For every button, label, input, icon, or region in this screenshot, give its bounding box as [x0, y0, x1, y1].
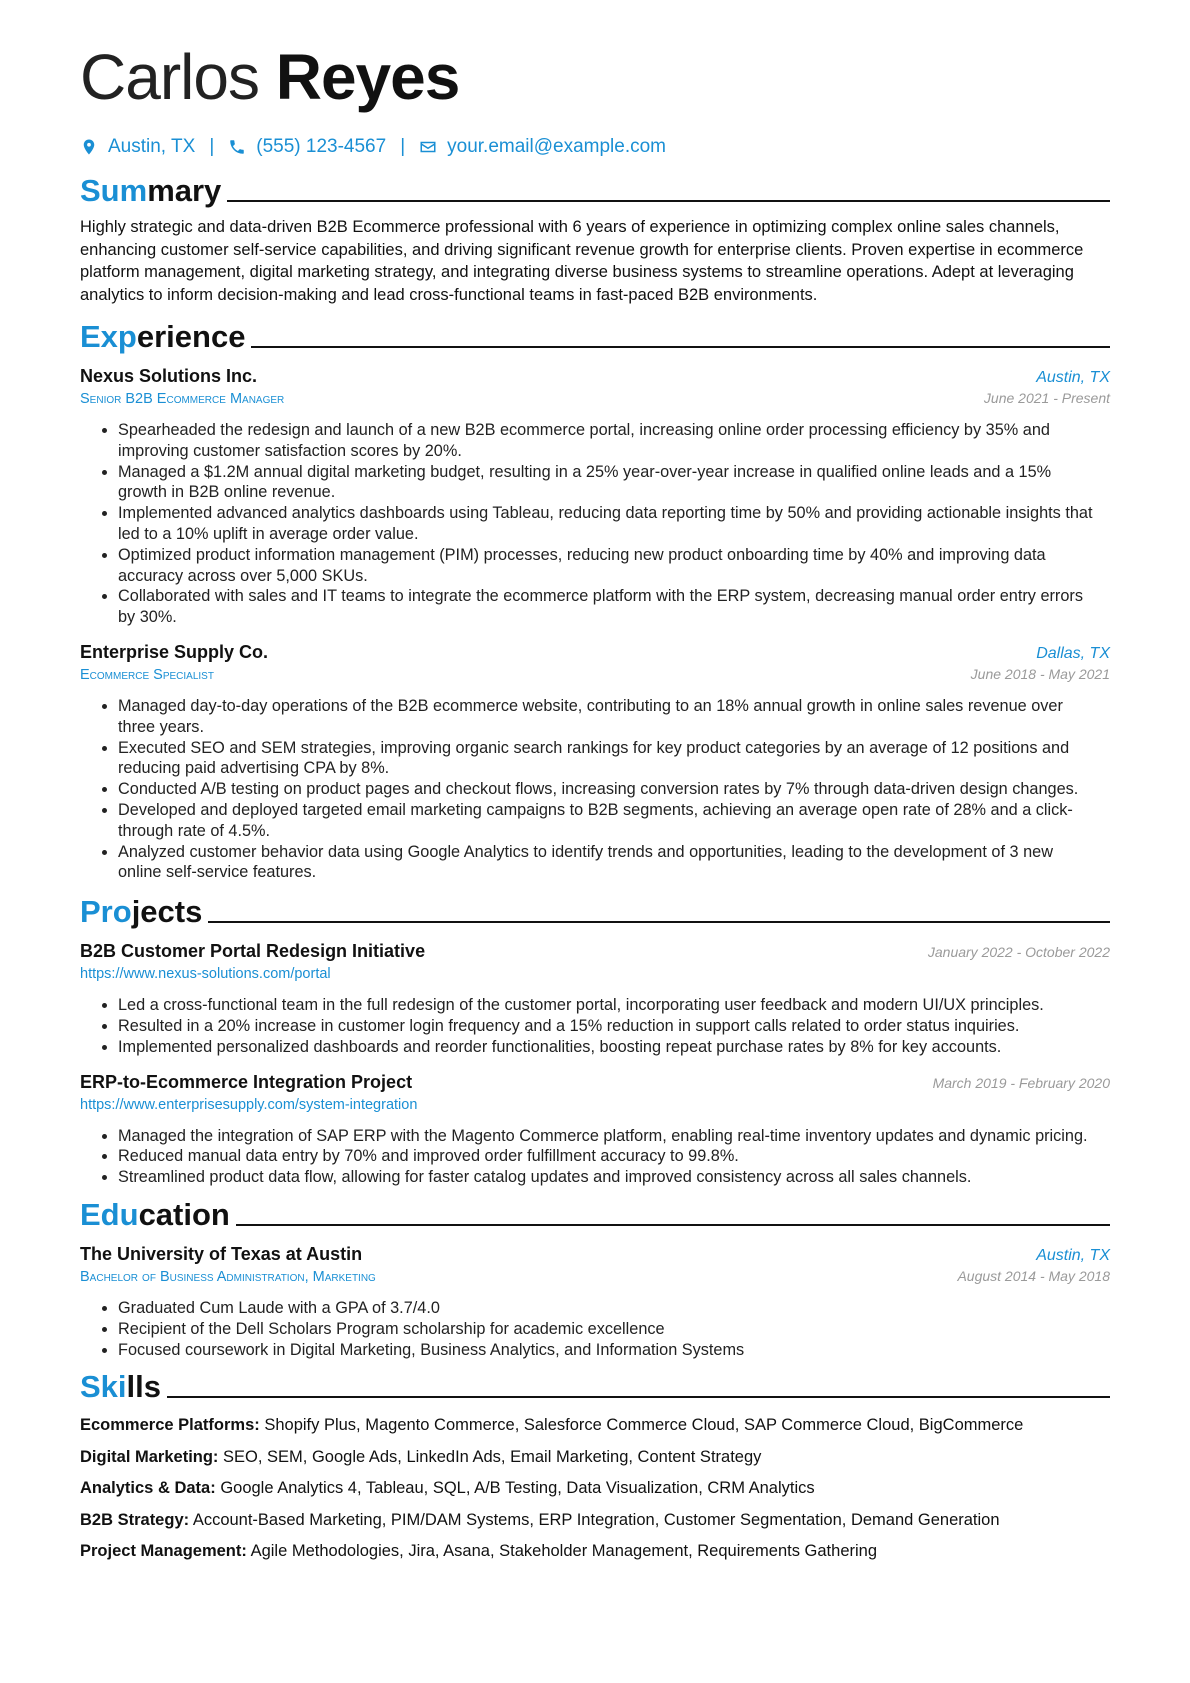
skill-label: Project Management: [80, 1542, 247, 1561]
skill-value: SEO, SEM, Google Ads, LinkedIn Ads, Email Marketing, Content Strategy [223, 1447, 762, 1466]
list-item: • Spearheaded the redesign and launch of a new B2B ecommerce portal, increasing online order processing efficiency by 35% and improving customer satisfaction scores by 20%. [118, 420, 1110, 462]
list-item: • Graduated Cum Laude with a GPA of 3.7/4.0 [118, 1298, 1110, 1319]
experience-entry [80, 364, 1110, 628]
list-item: • Implemented advanced analytics dashboards using Tableau, reducing data reporting time by 50% and providing actionable insights that led to a 10% uplift in average order value. [118, 503, 1110, 545]
skill-value: Shopify Plus, Magento Commerce, Salesforce Commerce Cloud, SAP Commerce Cloud, BigCommerce [264, 1416, 1024, 1435]
company-name: Enterprise Supply Co. [80, 641, 269, 662]
phone-icon [228, 138, 246, 156]
map-pin-icon [80, 138, 98, 156]
skill-label: Analytics & Data: [80, 1479, 216, 1498]
list-item: • Streamlined product data flow, allowing for faster catalog updates and improved consistency across all sales channels. [118, 1167, 1110, 1188]
list-item: • Focused coursework in Digital Marketing, Business Analytics, and Information Systems [118, 1340, 1110, 1361]
degree: Bachelor of Business Administration, Marketing [80, 1268, 376, 1285]
summary-heading [80, 172, 1110, 210]
project-link[interactable]: https://www.enterprisesupply.com/system-integration [80, 1096, 418, 1113]
job-location: Dallas, TX [1036, 644, 1110, 662]
project-dates: March 2019 - February 2020 [932, 1074, 1110, 1091]
skill-value: Agile Methodologies, Jira, Asana, Stakeholder Management, Requirements Gathering [250, 1542, 878, 1561]
job-title: Ecommerce Specialist [80, 666, 214, 683]
list-item: • Managed a $1.2M annual digital marketing budget, resulting in a 25% year-over-year increase in qualified online leads and a 15% growth in B2B online revenue. [118, 462, 1110, 504]
experience-entry [80, 640, 1110, 883]
list-item: • Developed and deployed targeted email marketing campaigns to B2B segments, achieving an average open rate of 28% and a click-through rate of 4.5%. [118, 800, 1110, 842]
section-rule [236, 1224, 1110, 1226]
job-location: Austin, TX [1036, 369, 1110, 386]
skill-row [80, 1414, 1110, 1436]
company-name: Nexus Solutions Inc. [80, 366, 258, 386]
contact-location [80, 136, 195, 158]
section-rule [167, 1396, 1110, 1398]
projects-heading [80, 893, 1110, 931]
job-dates: June 2018 - May 2021 [970, 665, 1110, 682]
list-item: • Conducted A/B testing on product pages and checkout flows, increasing conversion rates by 7% through data-driven design changes. [118, 779, 1110, 800]
phone-text[interactable]: (555) 123-4567 [256, 136, 387, 157]
skill-value: Google Analytics 4, Tableau, SQL, A/B Testing, Data Visualization, CRM Analytics [220, 1479, 815, 1498]
education-dates: August 2014 - May 2018 [957, 1267, 1110, 1284]
job-bullets [80, 696, 1110, 883]
list-item: • Implemented personalized dashboards and reorder functionalities, boosting repeat purchase rates by 8% for key accounts. [118, 1037, 1110, 1058]
list-item: • Analyzed customer behavior data using Google Analytics to identify trends and opportunities, leading to the development of 3 new online self-service features. [118, 842, 1110, 884]
project-bullets [80, 1126, 1110, 1188]
education-entry [80, 1242, 1110, 1360]
location-text: Austin, TX [108, 136, 196, 157]
project-entry [80, 1070, 1110, 1188]
list-item: • Managed day-to-day operations of the B2B ecommerce website, contributing to an 18% annual growth in online sales revenue over three years. [118, 696, 1110, 738]
list-item: • Executed SEO and SEM strategies, improving organic search rankings for key product categories by an average of 12 positions and reducing paid advertising CPA by 8%. [118, 738, 1110, 780]
project-bullets [80, 995, 1110, 1057]
job-dates: June 2021 - Present [983, 390, 1110, 406]
first-name: Carlos [80, 41, 259, 113]
skill-row [80, 1477, 1110, 1499]
contact-separator: | [209, 136, 215, 157]
list-item: • Reduced manual data entry by 70% and improved order fulfillment accuracy to 99.8%. [118, 1146, 1110, 1167]
email-text[interactable]: your.email@example.com [447, 136, 666, 157]
list-item: • Collaborated with sales and IT teams to integrate the ecommerce platform with the ERP system, decreasing manual order entry errors by 30%. [118, 586, 1110, 628]
education-heading [80, 1196, 1110, 1234]
section-rule [251, 346, 1110, 348]
project-name: ERP-to-Ecommerce Integration Project [80, 1071, 413, 1092]
job-bullets [80, 420, 1110, 628]
envelope-icon [419, 138, 437, 156]
school-location: Austin, TX [1036, 1246, 1110, 1264]
last-name: Reyes [275, 41, 460, 113]
list-item: • Led a cross-functional team in the full redesign of the customer portal, incorporating user feedback and modern UI/UX principles. [118, 995, 1110, 1016]
list-item: • Managed the integration of SAP ERP with the Magento Commerce platform, enabling real-time inventory updates and dynamic pricing. [118, 1126, 1110, 1147]
list-item: • Resulted in a 20% increase in customer login frequency and a 15% reduction in support calls related to order status inquiries. [118, 1016, 1110, 1037]
section-title: Education [80, 1196, 230, 1232]
contact-bar [80, 134, 1110, 160]
skills-heading [80, 1368, 1110, 1406]
skill-row [80, 1446, 1110, 1468]
contact-separator: | [400, 136, 406, 157]
skill-label: Digital Marketing: [80, 1447, 219, 1466]
skills-list [80, 1414, 1110, 1562]
job-title: Senior B2B Ecommerce Manager [80, 391, 285, 407]
school-name: The University of Texas at Austin [80, 1243, 363, 1264]
skill-value: Account-Based Marketing, PIM/DAM Systems, ERP Integration, Customer Segmentation, Demand Generation [192, 1510, 1000, 1529]
skill-label: B2B Strategy: [80, 1510, 190, 1529]
section-title: Summary [80, 173, 222, 208]
section-title: Projects [80, 894, 203, 930]
project-dates: January 2022 - October 2022 [927, 944, 1110, 961]
section-rule [227, 200, 1110, 202]
project-link[interactable]: https://www.nexus-solutions.com/portal [80, 966, 331, 983]
section-title: Experience [80, 319, 246, 354]
skill-row [80, 1509, 1110, 1531]
contact-phone[interactable] [228, 136, 386, 158]
project-entry [80, 939, 1110, 1057]
education-bullets [80, 1298, 1110, 1360]
summary-text: Highly strategic and data-driven B2B Ecommerce professional with 6 years of experience in optimizing complex online sales channels, enhancing customer self-service capabilities, and driving significant revenue growth for enterprise clients. Proven expertise in ecommerce platform management, digital marketing strategy, and integrating diverse business systems to streamline operations. Adept at leveraging analytics to inform decision-making and lead cross-functional teams in fast-paced B2B environments. [80, 218, 1084, 304]
project-name: B2B Customer Portal Redesign Initiative [80, 941, 426, 962]
contact-email[interactable] [419, 136, 666, 158]
skill-label: Ecommerce Platforms: [80, 1416, 260, 1435]
skill-row [80, 1540, 1110, 1562]
candidate-name [80, 38, 1110, 116]
experience-heading [80, 318, 1110, 356]
section-rule [208, 921, 1110, 923]
list-item: • Optimized product information management (PIM) processes, reducing new product onboarding time by 40% and improving data accuracy across over 5,000 SKUs. [118, 545, 1110, 587]
section-title: Skills [80, 1369, 161, 1405]
list-item: • Recipient of the Dell Scholars Program scholarship for academic excellence [118, 1319, 1110, 1340]
